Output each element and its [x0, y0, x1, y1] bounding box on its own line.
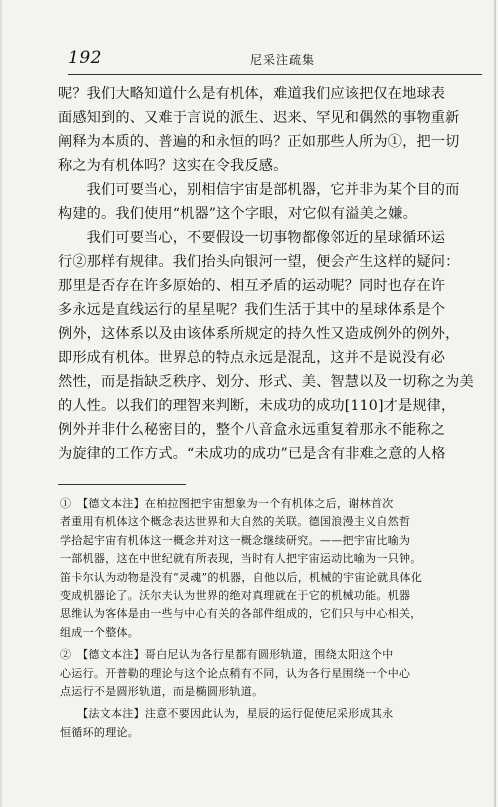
page-binding-shadow — [0, 0, 3, 807]
text-line: 面感知到的、又难于言说的派生、迟来、罕见和偶然的事物重新 — [58, 110, 460, 126]
footnote-2 — [60, 646, 486, 701]
footnote-line: 点运行不是圆形轨道，而是椭圆形轨道。 — [60, 684, 264, 698]
footnote-line: 组成一个整体。 — [60, 625, 140, 639]
text-line: 阐释为本质的、普遍的和永恒的吗？正如那些人所为①，把一切 — [58, 134, 460, 150]
main-text — [58, 82, 488, 466]
text-line: 呢？我们大略知道什么是有机体，难道我们应该把仅在地球表 — [58, 86, 446, 102]
footnote-2-french — [60, 705, 486, 742]
text-line: 的人性。以我们的理智来判断，未成功的成功[110]才是规律， — [58, 398, 456, 414]
footnote-line: 者重用有机体这个概念表达世界和大自然的关联。德国浪漫主义自然哲 — [60, 515, 411, 529]
text-line: 例外，这体系以及由该体系所规定的持久性又造成例外的例外， — [58, 326, 460, 342]
footnote-line: 笛卡尔认为动物是没有“灵魂”的机器，自他以后，机械的宇宙论就具体化 — [60, 570, 423, 584]
text-line: 即形成有机体。世界总的特点永远是混乱，这并不是说没有必 — [58, 350, 446, 366]
text-line: 例外并非什么秘密目的，整个八音盒永远重复着那永不能称之 — [58, 422, 446, 438]
footnote-line: 恒循环的理论。 — [60, 725, 140, 739]
footnote-separator — [58, 484, 186, 485]
footnote-line: 学拾起宇宙有机体这一概念并对这一概念继续研究。——把宇宙比喻为 — [60, 533, 411, 547]
text-line: 我们可要当心，不要假设一切事物都像邻近的星球循环运 — [58, 230, 446, 246]
page-number: 192 — [68, 48, 102, 68]
text-line: 我们可要当心，别相信宇宙是部机器，它并非为某个目的而 — [58, 182, 460, 198]
footnote-1 — [60, 495, 486, 642]
footnote-line: 变成机器论了。沃尔夫认为世界的绝对真理就在于它的机械功能。机器 — [60, 588, 411, 602]
footnotes — [60, 495, 486, 742]
footnote-line: ② 【德文本注】哥白尼认为各行星都有圆形轨道，围绕太阳这个中 — [60, 648, 394, 662]
text-line: 构建的。我们使用“机器”这个字眼，对它似有溢美之嫌。 — [58, 206, 417, 222]
text-line: 称之为有机体吗？这实在令我反感。 — [58, 158, 288, 174]
footnote-line: 【法文本注】注意不要因此认为，星辰的运行促使尼采形成其永 — [60, 707, 394, 721]
text-line: 那里是否存在许多原始的、相互矛盾的运动呢？同时也存在许 — [58, 278, 446, 294]
header-rule — [68, 74, 482, 75]
footnote-line: 一部机器，这在中世纪就有所表现，当时有人把宇宙运动比喻为一只钟。 — [60, 552, 422, 566]
footnote-line: 心运行。开普勒的理论与这个论点稍有不同，认为各行星围绕一个中心 — [60, 666, 411, 680]
text-line: 行②那样有规律。我们抬头向银河一望，便会产生这样的疑问： — [58, 254, 460, 270]
running-title: 尼采注疏集 — [250, 53, 316, 67]
footnote-line: 思维认为客体是由一些与中心有关的各部件组成的，它们只与中心相关， — [60, 607, 422, 621]
page-edge-shadow — [493, 0, 496, 807]
text-line: 为旋律的工作方式。“未成功的成功”已是含有非难之意的人格 — [58, 446, 446, 462]
text-line: 然性，而是指缺乏秩序、划分、形式、美、智慧以及一切称之为美 — [58, 374, 474, 390]
page-header — [68, 48, 482, 72]
text-line: 多永远是直线运行的星星呢？我们生活于其中的星球体系是个 — [58, 302, 446, 318]
footnote-line: ① 【德文本注】在柏拉图把宇宙想象为一个有机体之后，谢林首次 — [60, 497, 394, 510]
